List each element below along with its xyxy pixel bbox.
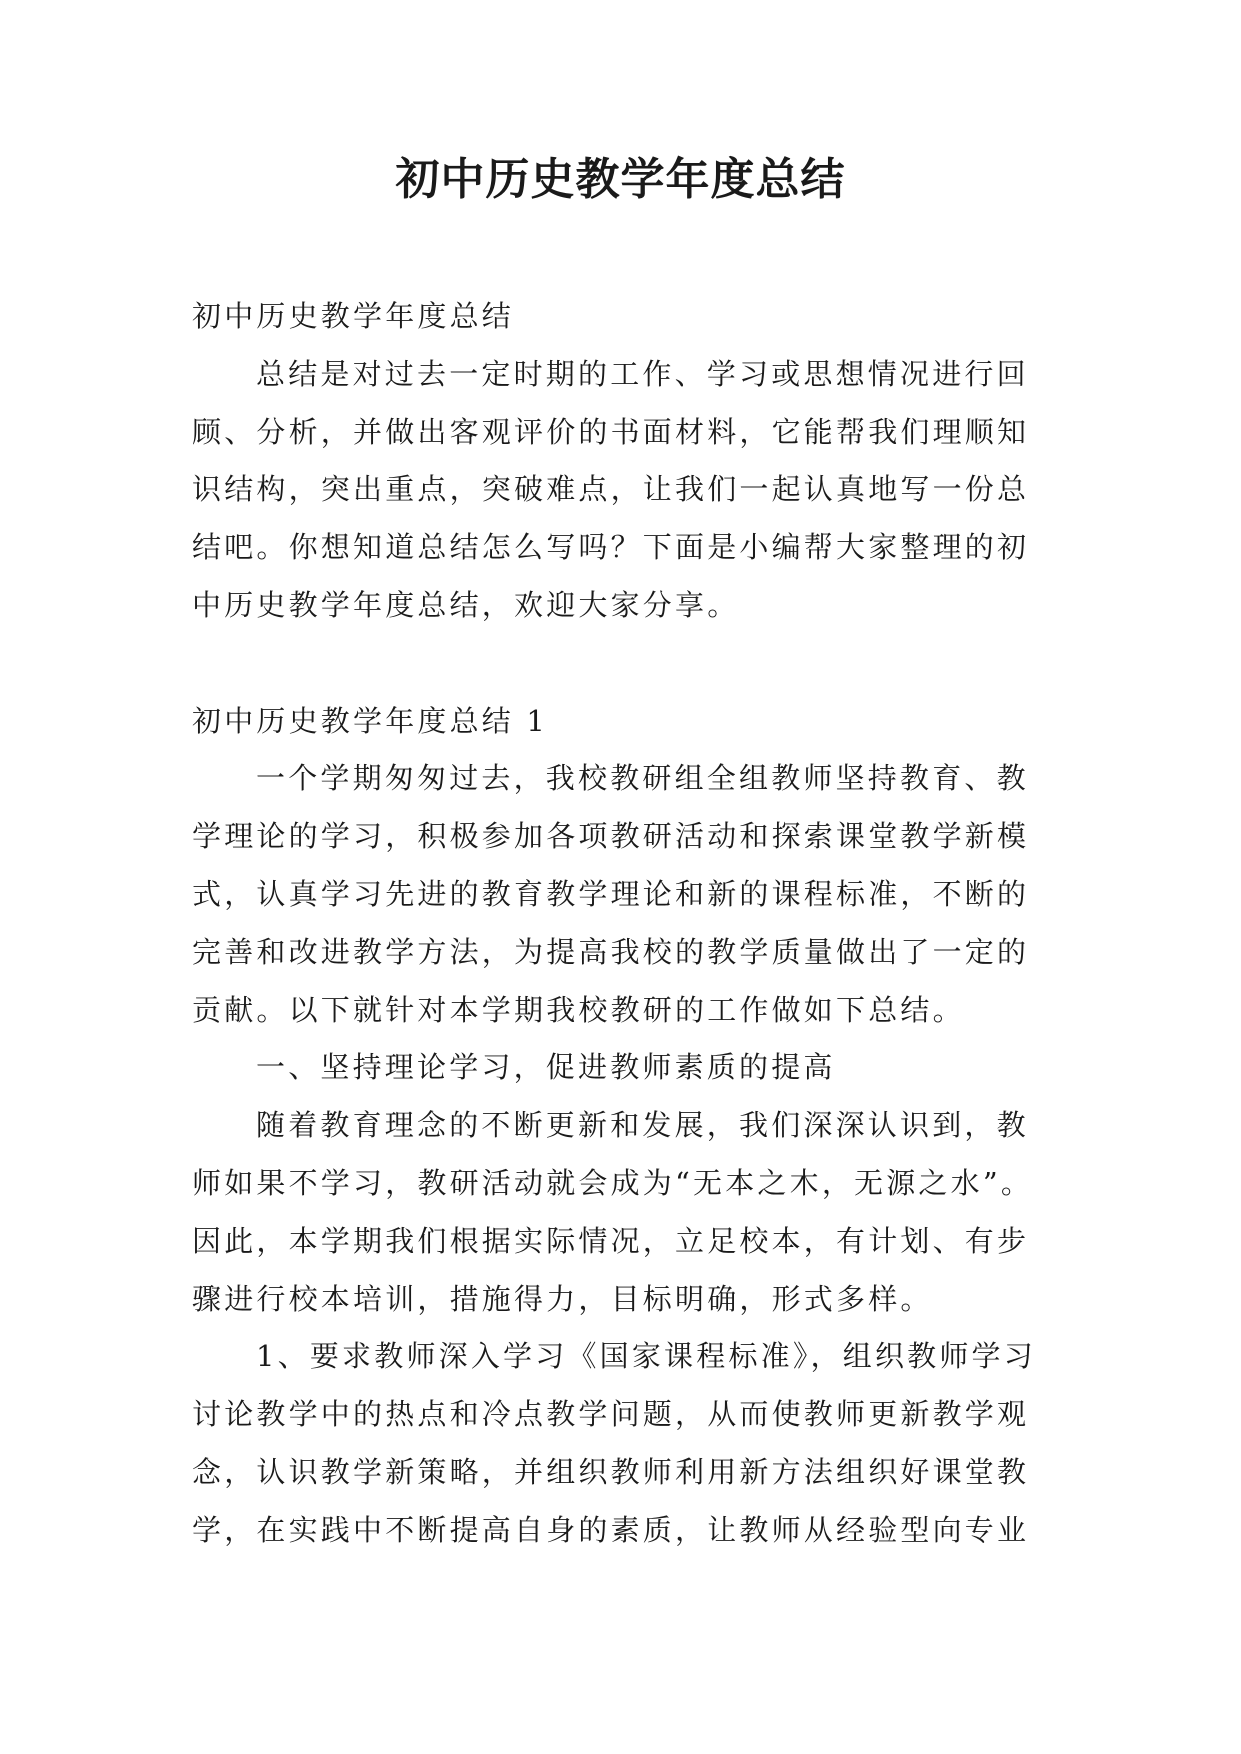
document-subtitle: 初中历史教学年度总结	[192, 299, 515, 333]
spacer	[192, 635, 1052, 693]
paragraph-line: 1、要求教师深入学习《国家课程标准》，组织教师学习	[256, 1339, 1036, 1374]
paragraph-line: 学理论的学习，积极参加各项教研活动和探索课堂教学新模	[192, 819, 1030, 854]
paragraph-line: 讨论教学中的热点和冷点教学问题，从而使教师更新教学观	[192, 1397, 1030, 1432]
paragraph-line: 骤进行校本培训，措施得力，目标明确，形式多样。	[192, 1281, 933, 1316]
intro-paragraph	[192, 346, 1052, 635]
paragraph-line: 学，在实践中不断提高自身的素质，让教师从经验型向专业	[192, 1512, 1030, 1547]
section-paragraph-3	[192, 1328, 1052, 1559]
paragraph-line: 念，认识教学新策略，并组织教师利用新方法组织好课堂教	[192, 1454, 1030, 1489]
paragraph-line: 顾、分析，并做出客观评价的书面材料，它能帮我们理顺知	[192, 414, 1030, 449]
paragraph-line: 师如果不学习，教研活动就会成为“无本之木，无源之水”。	[192, 1165, 1034, 1200]
paragraph-line: 完善和改进教学方法，为提高我校的教学质量做出了一定的	[192, 934, 1030, 969]
subsection-heading: 一、坚持理论学习，促进教师素质的提高	[256, 1050, 836, 1085]
paragraph-line: 识结构，突出重点，突破难点，让我们一起认真地写一份总	[192, 472, 1030, 507]
paragraph-line: 结吧。你想知道总结怎么写吗？下面是小编帮大家整理的初	[192, 530, 1030, 565]
paragraph-line: 因此，本学期我们根据实际情况，立足校本，有计划、有步	[192, 1223, 1030, 1258]
paragraph-line: 式，认真学习先进的教育教学理论和新的课程标准，不断的	[192, 876, 1030, 911]
document-body	[192, 288, 1052, 1560]
section-paragraph-2	[192, 1097, 1052, 1328]
paragraph-line: 中历史教学年度总结，欢迎大家分享。	[192, 587, 740, 622]
paragraph-line: 贡献。以下就针对本学期我校教研的工作做如下总结。	[192, 992, 965, 1027]
paragraph-line: 随着教育理念的不断更新和发展，我们深深认识到，教	[256, 1108, 1029, 1143]
paragraph-line: 一个学期匆匆过去，我校教研组全组教师坚持教育、教	[256, 761, 1029, 796]
section-heading: 初中历史教学年度总结 1	[192, 703, 549, 738]
page-title: 初中历史教学年度总结	[395, 154, 846, 205]
section-paragraph-1	[192, 750, 1052, 1039]
paragraph-line: 总结是对过去一定时期的工作、学习或思想情况进行回	[256, 356, 1029, 391]
